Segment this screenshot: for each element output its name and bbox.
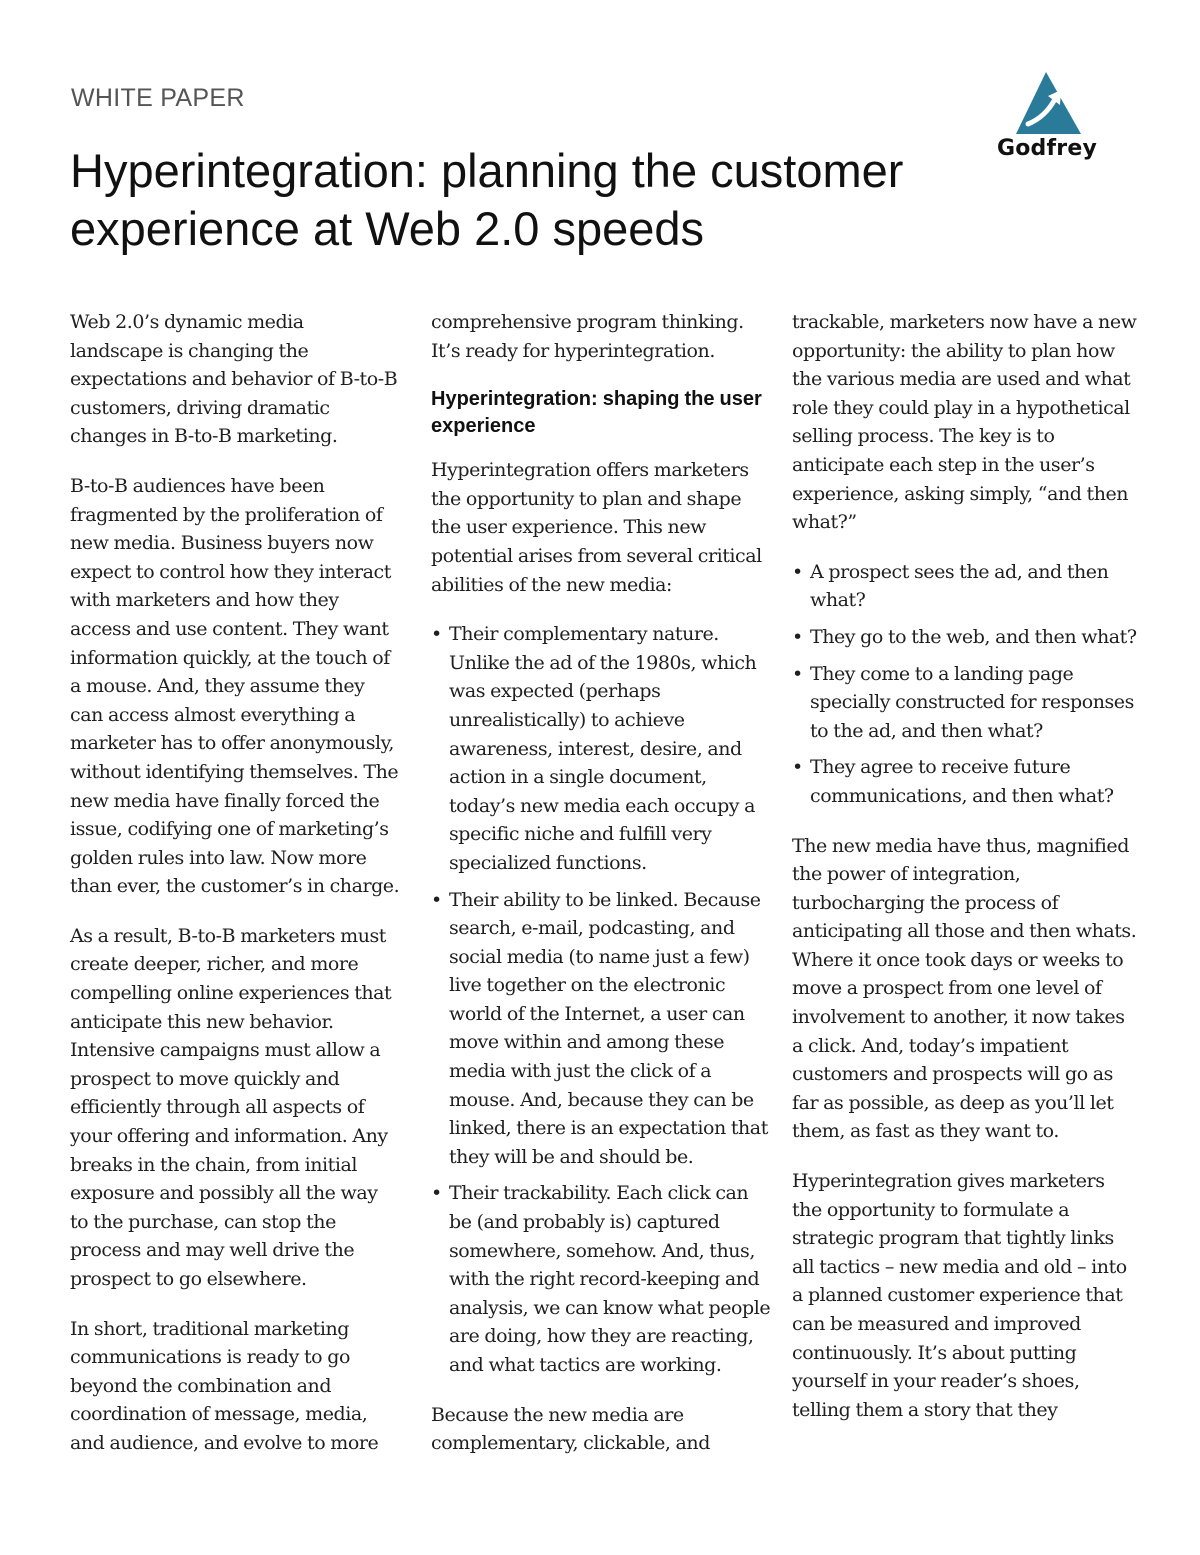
godfrey-logo	[982, 70, 1112, 166]
paragraph: B-to-B audiences have been fragmented by the proliferation of new media. Business buyers now expect to control how they interact with marketers and how they access and use content. They want information quickly, at the touch of a mouse. And, they assume they can access almost everything a marketer has to offer anonymously, without identifying themselves. The new media have finally forced the issue, codifying one of marketing’s golden rules into law. Now more than ever, the customer’s in charge.	[70, 474, 400, 898]
list-item: • Their trackability. Each click can be (and probably is) captured somewhere, somehow. And, thus, with the right record-keeping and analysis, we can know what people are doing, how they are reacting, and what tactics are working.	[431, 1179, 771, 1379]
logo-wordmark: Godfrey	[996, 136, 1097, 161]
paragraph: In short, traditional marketing communications is ready to go beyond the combination and coordination of message, media, and audience, and evolve to more	[70, 1317, 379, 1454]
mountain-arrow-icon	[1014, 70, 1082, 136]
paragraph: As a result, B-to-B marketers must create deeper, richer, and more compelling online experiences that anticipate this new behavior. Intensive campaigns must allow a prospect to move quickly and efficiently through all aspects of your offering and information. Any breaks in the chain, from initial exposure and possibly all the way to the purchase, can stop the process and may well drive the prospect to go elsewhere.	[70, 924, 392, 1290]
document-title: Hyperintegration: planning the customer experience at Web 2.0 speeds	[70, 144, 904, 255]
column-3	[792, 308, 1137, 1445]
list-item: • Their complementary nature. Unlike the ad of the 1980s, which was expected (perhaps unrealistically) to achieve awareness, interest, desire, and action in a single document, today’s new media each occupy a specific niche and fulfill very specialized functions.	[431, 620, 771, 877]
paragraph: The new media have thus, magnified the power of integration, turbocharging the process of anticipating all those and then whats. Where it once took days or weeks to move a prospect from one level of involvement to another, it now takes a click. And, today’s impatient customers and prospects will go as far as possible, as deep as you’ll let them, as fast as they want to.	[792, 834, 1137, 1143]
paragraph: Web 2.0’s dynamic media landscape is changing the expectations and behavior of B-to-B customers, driving dramatic changes in B-to-B marketing.	[70, 311, 398, 448]
section-heading: Hyperintegration: shaping the user experience	[431, 388, 762, 438]
list-item: • A prospect sees the ad, and then what?	[792, 558, 1137, 615]
list-item: • Their ability to be linked. Because search, e-mail, podcasting, and social media (to name just a few) live together on the electronic world of the Internet, a user can move within and among these media with just the click of a mouse. And, because they can be linked, there is an expectation that they will be and should be.	[431, 886, 771, 1172]
bullet-list	[792, 558, 1137, 811]
paragraph: Hyperintegration gives marketers the opportunity to formulate a strategic program that tightly links all tactics – new media and old – into a planned customer experience that can be measured and improved continuously. It’s about putting yourself in your reader’s shoes, telling them a story that they	[792, 1170, 1127, 1421]
paragraph: comprehensive program thinking. It’s ready for hyperintegration.	[431, 311, 744, 362]
document-eyebrow: WHITE PAPER	[71, 84, 245, 112]
list-item: • They come to a landing page specially constructed for responses to the ad, and then what?	[792, 660, 1137, 746]
paragraph: Because the new media are complementary, clickable, and	[431, 1403, 710, 1455]
paragraph: trackable, marketers now have a new opportunity: the ability to plan how the various media are used and what role they could play in a hypothetical selling process. The key is to anticipate each step in the user’s experience, asking simply, “and then what?”	[792, 311, 1137, 534]
column-1	[70, 308, 400, 1479]
list-item: • They go to the web, and then what?	[792, 623, 1137, 652]
column-2	[431, 308, 771, 1479]
list-item: • They agree to receive future communications, and then what?	[792, 753, 1137, 810]
paragraph: Hyperintegration offers marketers the opportunity to plan and shape the user experience. This new potential arises from several critical abilities of the new media:	[431, 459, 762, 596]
bullet-list	[431, 620, 771, 1379]
